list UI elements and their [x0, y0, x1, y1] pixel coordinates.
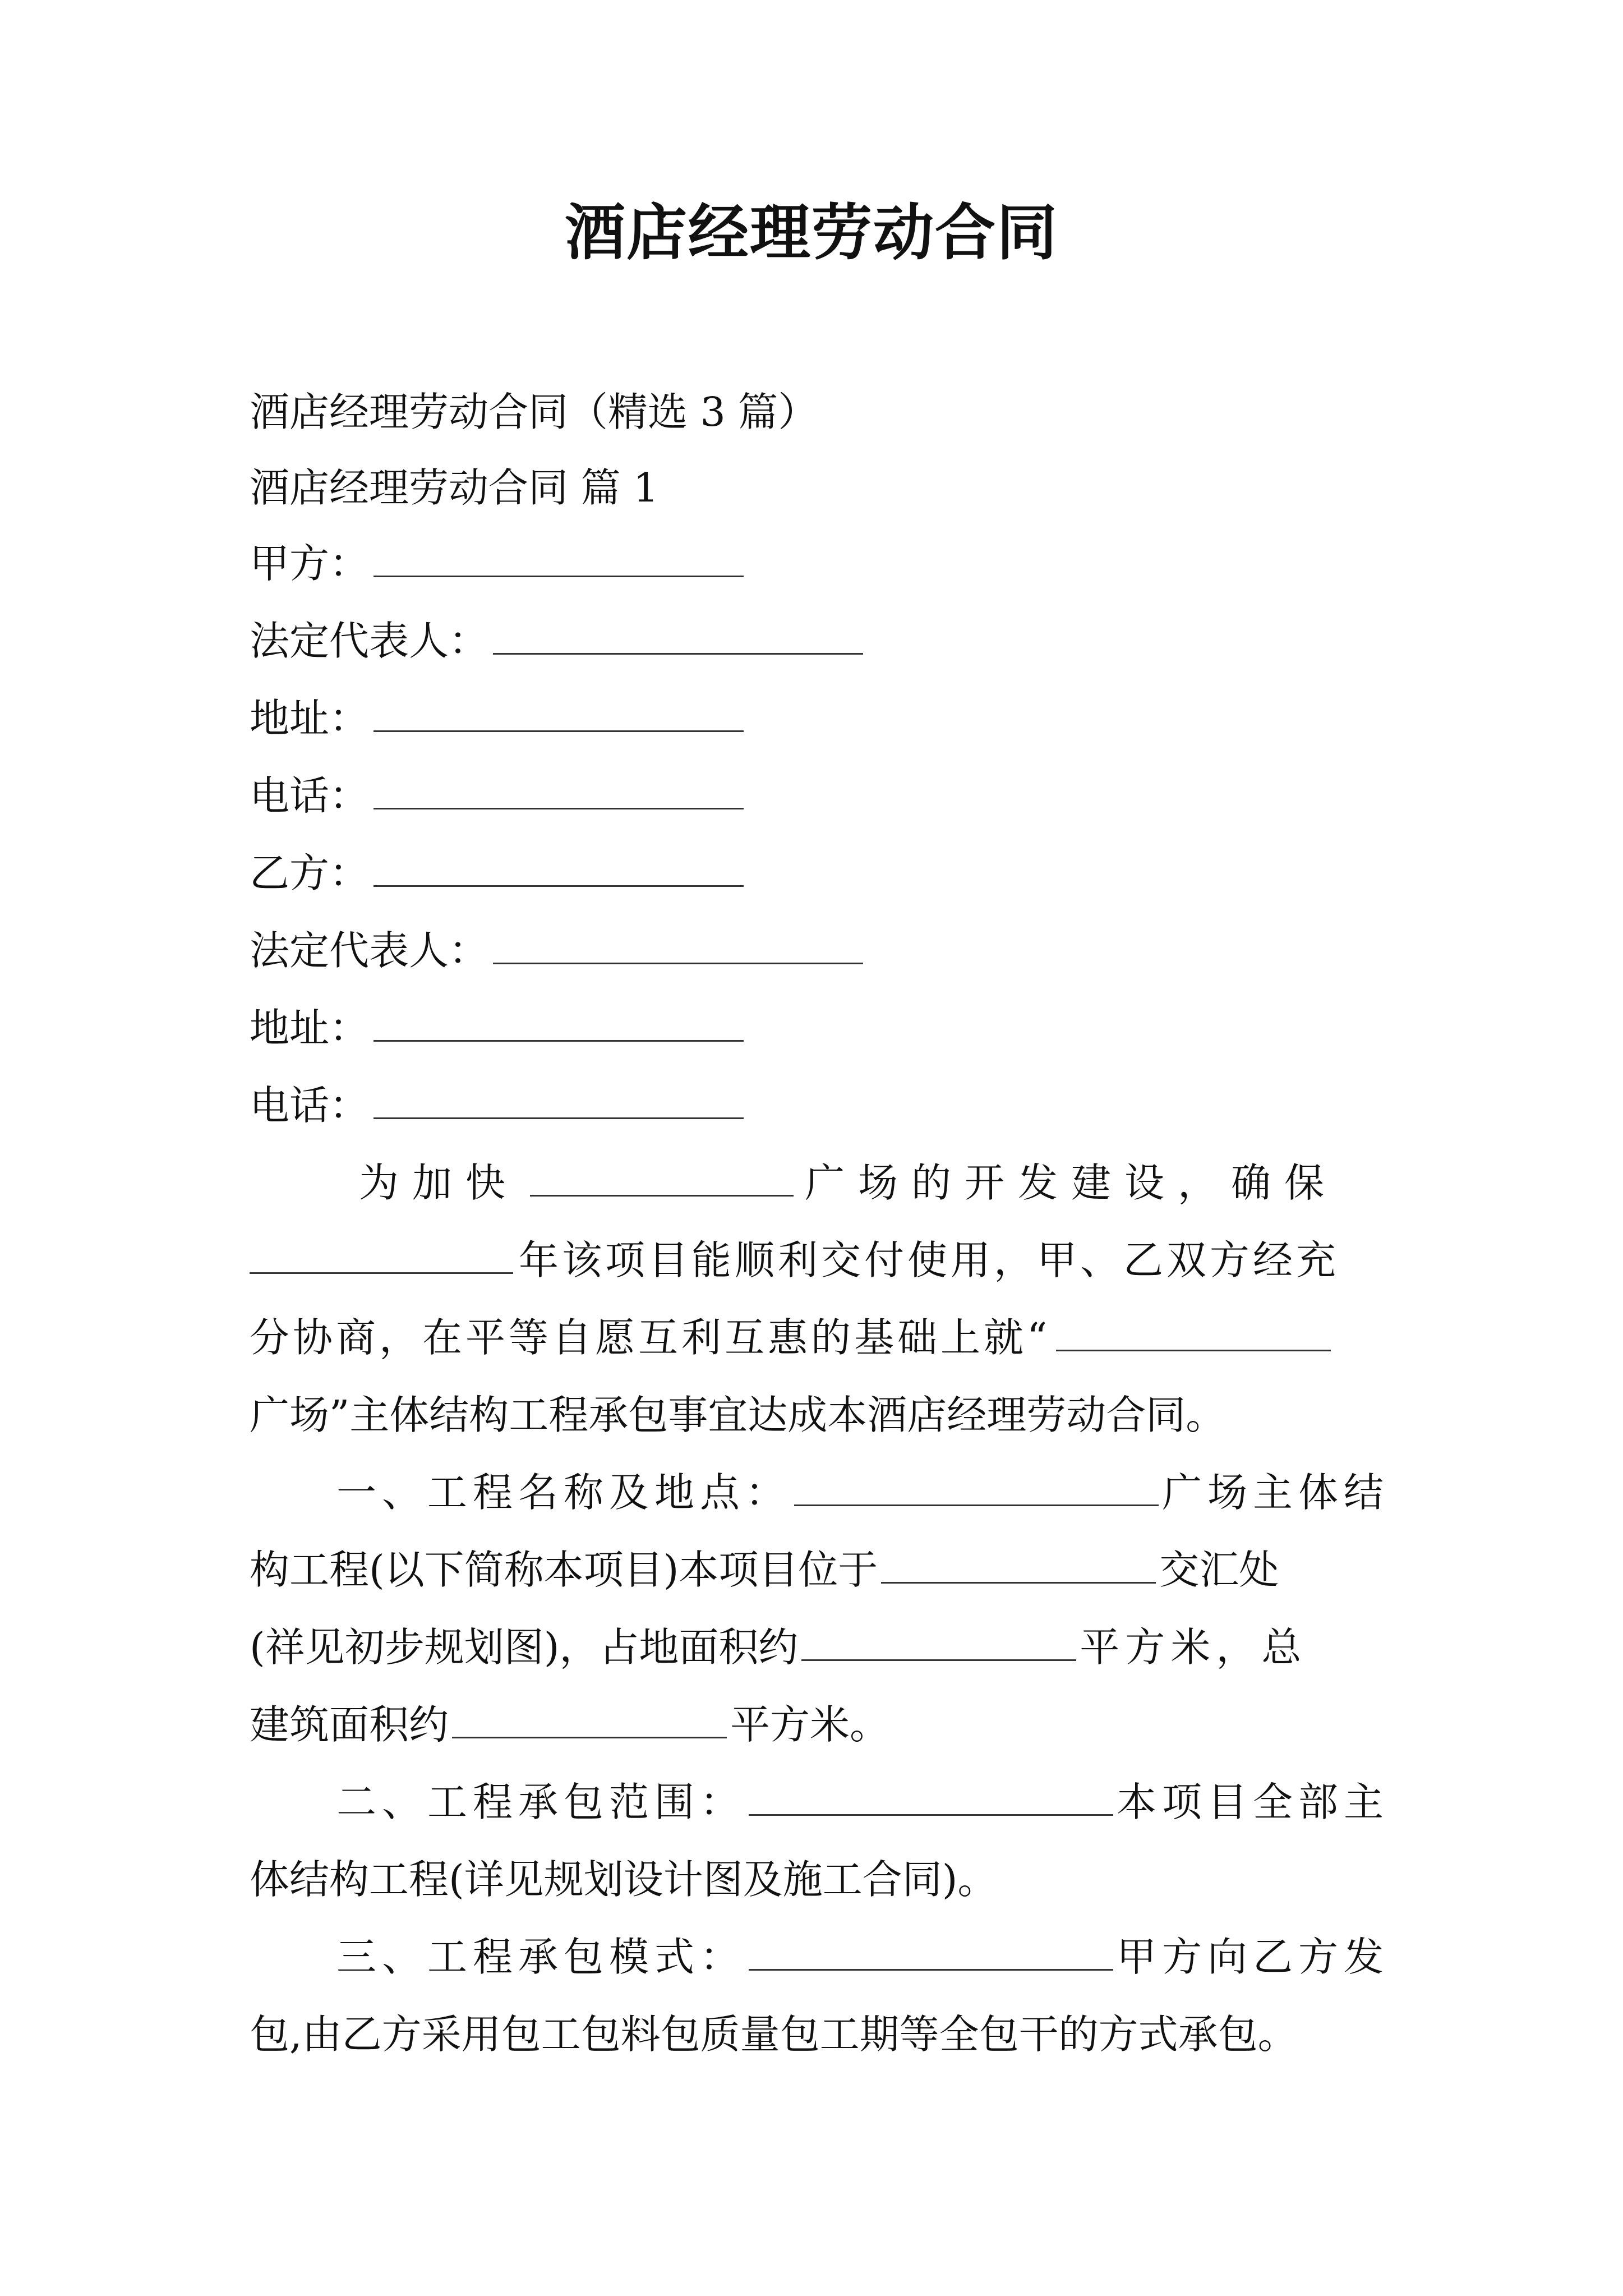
party-a-address-line	[250, 688, 1385, 749]
clause-1-text-3b: 平方米，总	[1080, 1624, 1307, 1671]
party-a-label: 甲方：	[250, 540, 370, 587]
intro-text-1a: 为加快	[359, 1159, 519, 1206]
clause-3-blank-1[interactable]	[749, 1969, 1113, 1971]
clause-1-line-4	[250, 1694, 1385, 1756]
party-a-line	[250, 533, 1385, 595]
party-b-phone-label: 电话：	[250, 1082, 370, 1129]
clause-1-text-2b: 交汇处	[1159, 1547, 1279, 1593]
clause-2-text-1b: 本项目全部主	[1117, 1779, 1390, 1825]
document-title: 酒店经理劳动合同	[564, 197, 1058, 268]
clause-2-blank-1[interactable]	[749, 1814, 1113, 1816]
party-a-blank[interactable]	[374, 576, 744, 577]
clause-1-blank-1[interactable]	[794, 1504, 1159, 1506]
clause-1-blank-2[interactable]	[881, 1582, 1156, 1584]
clause-3-line-1	[336, 1926, 1472, 1988]
clause-1-blank-4[interactable]	[452, 1737, 727, 1738]
intro-line-4: 广场”主体结构工程承包事宜达成本酒店经理劳动合同。	[250, 1392, 1226, 1438]
party-b-label: 乙方：	[250, 850, 370, 896]
party-a-address-blank[interactable]	[374, 730, 744, 732]
intro-text-3: 分协商，在平等自愿互利互惠的基础上就“	[250, 1314, 1051, 1361]
intro-blank-1[interactable]	[530, 1195, 794, 1197]
party-b-address-blank[interactable]	[374, 1040, 744, 1042]
clause-1-line-3	[250, 1617, 1385, 1678]
party-b-address-line	[250, 997, 1385, 1059]
party-a-phone-label: 电话：	[250, 772, 370, 819]
party-a-address-label: 地址：	[250, 695, 370, 742]
party-a-phone-blank[interactable]	[374, 808, 744, 809]
clause-1-line-2	[250, 1539, 1385, 1601]
party-b-rep-label: 法定代表人：	[250, 927, 489, 974]
party-b-rep-line	[250, 920, 1385, 982]
intro-text-2: 年该项目能顺利交付使用，甲、乙双方经充	[519, 1237, 1340, 1283]
clause-2-text-1a: 二、工程承包范围：	[336, 1779, 746, 1825]
party-b-address-label: 地址：	[250, 1005, 370, 1051]
intro-blank-2[interactable]	[250, 1272, 513, 1274]
clause-3-text-1a: 三、工程承包模式：	[336, 1934, 746, 1980]
party-a-phone-line	[250, 765, 1385, 827]
clause-1-text-1b: 广场主体结	[1162, 1469, 1390, 1516]
subtitle: 酒店经理劳动合同（精选 3 篇）	[250, 389, 818, 435]
clause-1-blank-3[interactable]	[801, 1659, 1076, 1661]
party-b-phone-line	[250, 1075, 1385, 1137]
clause-3-text-1b: 甲方向乙方发	[1117, 1934, 1390, 1980]
clause-1-text-4a: 建筑面积约	[250, 1701, 449, 1748]
party-a-rep-line	[250, 610, 1385, 672]
clause-1-text-4b: 平方米。	[730, 1701, 890, 1748]
party-b-rep-blank[interactable]	[493, 963, 863, 964]
party-b-phone-blank[interactable]	[374, 1117, 744, 1119]
clause-1-text-3a: (祥见初步规划图)，占地面积约	[250, 1624, 799, 1671]
clause-1-line-1	[336, 1462, 1472, 1524]
clause-2-line-2: 体结构工程(详见规划设计图及施工合同)。	[250, 1856, 998, 1903]
intro-blank-3[interactable]	[1056, 1350, 1331, 1351]
intro-line-2	[250, 1230, 1385, 1291]
clause-2-line-1	[336, 1772, 1472, 1833]
section-heading: 酒店经理劳动合同 篇 1	[250, 464, 659, 511]
clause-1-text-2a: 构工程(以下简称本项目)本项目位于	[250, 1547, 878, 1593]
intro-line-1	[359, 1152, 1385, 1214]
party-a-rep-label: 法定代表人：	[250, 618, 489, 664]
party-b-blank[interactable]	[374, 885, 744, 887]
party-b-line	[250, 843, 1385, 904]
intro-text-1b: 广场的开发建设，确保	[805, 1159, 1338, 1206]
party-a-rep-blank[interactable]	[493, 653, 863, 655]
clause-3-line-2: 包,由乙方采用包工包料包质量包工期等全包干的方式承包。	[250, 2011, 1298, 2058]
clause-1-text-1a: 一、工程名称及地点：	[336, 1469, 791, 1516]
intro-line-3	[250, 1307, 1385, 1369]
